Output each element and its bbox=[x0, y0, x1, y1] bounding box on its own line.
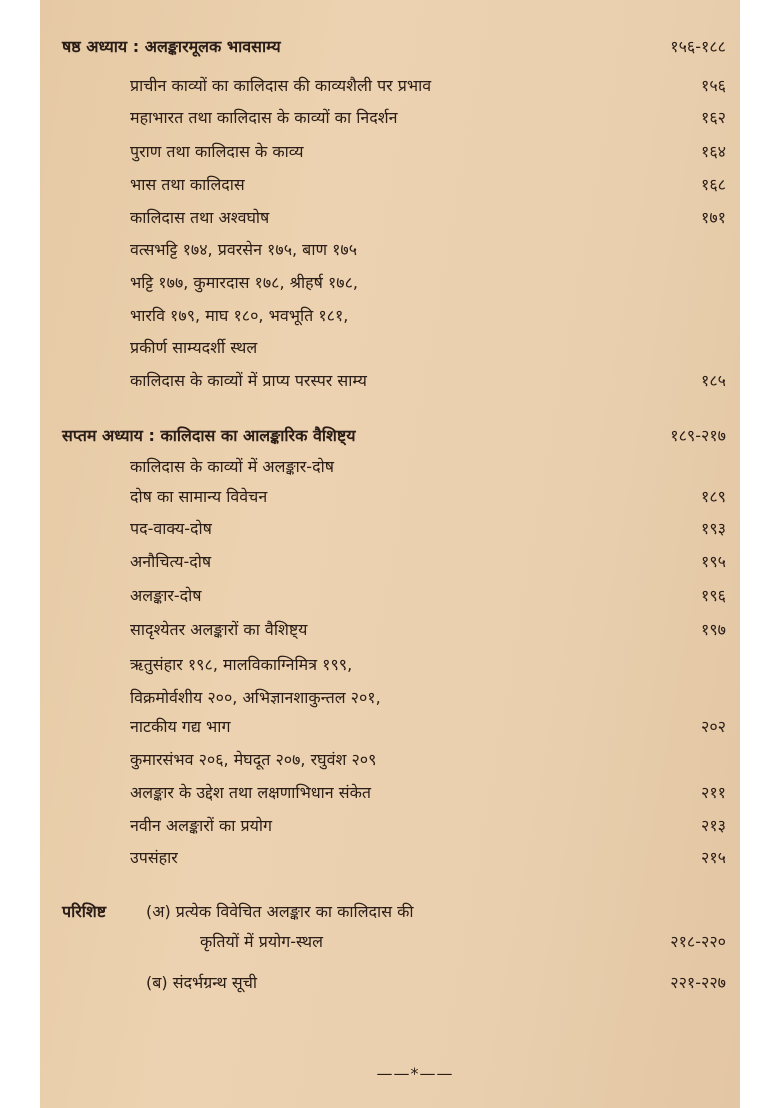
entry-label: नाटकीय गद्य भाग bbox=[130, 717, 231, 736]
toc-entry bbox=[40, 581, 740, 611]
entry-label: प्राचीन काव्यों का कालिदास की काव्यशैली पर प्रभाव bbox=[130, 76, 432, 95]
entry-page: २११ bbox=[701, 783, 726, 802]
entry-label: भट्टि १७७, कुमारदास १७८, श्रीहर्ष १७८, bbox=[130, 273, 358, 292]
entry-page: २०२ bbox=[701, 717, 726, 736]
entry-label: अनौचित्य-दोष bbox=[130, 552, 212, 571]
entry-label: पुराण तथा कालिदास के काव्य bbox=[130, 142, 304, 161]
toc-entry bbox=[40, 811, 740, 841]
appendix-title: परिशिष्ट bbox=[62, 902, 107, 921]
toc-entry bbox=[40, 745, 740, 775]
entry-page: १६८ bbox=[701, 175, 726, 194]
entry-label: वत्सभट्टि १७४, प्रवरसेन १७५, बाण १७५ bbox=[130, 240, 358, 259]
entry-label: ऋतुसंहार १९८, मालविकाग्निमित्र १९९, bbox=[130, 655, 353, 674]
toc-entry bbox=[40, 514, 740, 544]
entry-page: १५६ bbox=[701, 76, 726, 95]
entry-page: १६४ bbox=[701, 142, 726, 161]
entry-label: कालिदास के काव्यों में प्राप्य परस्पर साम्य bbox=[130, 371, 367, 390]
entry-label: दोष का सामान्य विवेचन bbox=[130, 487, 268, 506]
entry-label: महाभारत तथा कालिदास के काव्यों का निदर्शन bbox=[130, 108, 398, 127]
toc-entry bbox=[40, 203, 740, 233]
toc-entry bbox=[40, 615, 740, 645]
toc-entry bbox=[40, 712, 740, 742]
entry-page: १९७ bbox=[701, 620, 726, 639]
toc-entry bbox=[40, 843, 740, 873]
appendix-a-label-cont: कृतियों में प्रयोग-स्थल bbox=[200, 932, 324, 951]
entry-page: १९५ bbox=[701, 552, 726, 571]
toc-entry bbox=[40, 71, 740, 101]
entry-page: १८५ bbox=[701, 371, 726, 390]
toc-entry bbox=[40, 366, 740, 396]
page-range: २१८-२२० bbox=[670, 932, 726, 951]
page-range: १५६-१८८ bbox=[670, 37, 726, 56]
toc-entry bbox=[40, 482, 740, 512]
toc-entry bbox=[40, 333, 740, 363]
appendix-b-label: (ब) संदर्भग्रन्थ सूची bbox=[146, 973, 257, 992]
appendix-a-entry-cont bbox=[40, 927, 740, 957]
entry-page: २१३ bbox=[701, 816, 726, 835]
entry-label: पद-वाक्य-दोष bbox=[130, 519, 212, 538]
entry-label: कालिदास तथा अश्वघोष bbox=[130, 208, 270, 227]
entry-page: १९३ bbox=[701, 519, 726, 538]
entry-label: सादृश्येतर अलङ्कारों का वैशिष्ट्य bbox=[130, 620, 308, 639]
appendix-a-label: (अ) प्रत्येक विवेचित अलङ्कार का कालिदास की bbox=[146, 902, 414, 921]
book-page bbox=[40, 0, 740, 1108]
toc-entry bbox=[40, 235, 740, 265]
page-range: २२१-२२७ bbox=[670, 973, 726, 992]
toc-entry bbox=[40, 103, 740, 133]
chapter-title: सप्तम अध्याय : कालिदास का आलङ्कारिक वैशिष्ट्य bbox=[62, 426, 356, 445]
end-separator: ——*—— bbox=[376, 1064, 454, 1083]
entry-page: १८९ bbox=[701, 487, 726, 506]
entry-page: २१५ bbox=[701, 848, 726, 867]
toc-entry bbox=[40, 268, 740, 298]
toc-entry bbox=[40, 650, 740, 680]
chapter-6-heading bbox=[40, 32, 740, 62]
entry-label: प्रकीर्ण साम्यदर्शी स्थल bbox=[130, 338, 258, 357]
entry-label: विक्रमोर्वशीय २००, अभिज्ञानशाकुन्तल २०१, bbox=[130, 688, 381, 707]
entry-label: भास तथा कालिदास bbox=[130, 175, 245, 194]
entry-label: उपसंहार bbox=[130, 848, 178, 867]
entry-page: १७१ bbox=[701, 208, 726, 227]
entry-label: अलङ्कार के उद्देश तथा लक्षणाभिधान संकेत bbox=[130, 783, 371, 802]
toc-entry bbox=[40, 452, 740, 482]
chapter-title: षष्ठ अध्याय : अलङ्कारमूलक भावसाम्य bbox=[62, 37, 281, 56]
toc-entry bbox=[40, 137, 740, 167]
appendix-b-entry bbox=[40, 968, 740, 998]
entry-label: नवीन अलङ्कारों का प्रयोग bbox=[130, 816, 273, 835]
page-range: १८९-२१७ bbox=[670, 426, 726, 445]
entry-label: भारवि १७९, माघ १८०, भवभूति १८१, bbox=[130, 306, 349, 325]
entry-page: १६२ bbox=[701, 108, 726, 127]
toc-entry bbox=[40, 683, 740, 713]
toc-entry bbox=[40, 301, 740, 331]
chapter-7-heading bbox=[40, 421, 740, 451]
toc-entry bbox=[40, 170, 740, 200]
toc-entry bbox=[40, 547, 740, 577]
entry-label: कालिदास के काव्यों में अलङ्कार-दोष bbox=[130, 457, 334, 476]
entry-label: अलङ्कार-दोष bbox=[130, 586, 202, 605]
appendix-a-entry bbox=[40, 897, 740, 927]
entry-page: १९६ bbox=[701, 586, 726, 605]
entry-label: कुमारसंभव २०६, मेघदूत २०७, रघुवंश २०९ bbox=[130, 750, 377, 769]
toc-entry bbox=[40, 778, 740, 808]
